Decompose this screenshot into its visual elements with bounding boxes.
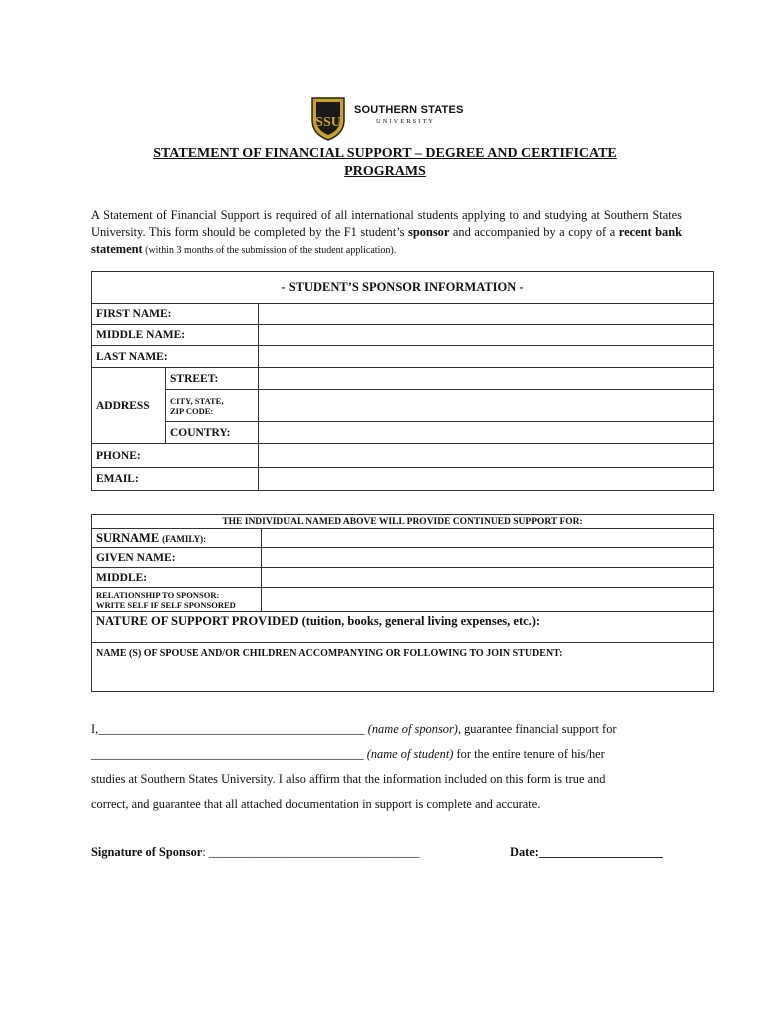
support-table-header: THE INDIVIDUAL NAMED ABOVE WILL PROVIDE CONTINUED SUPPORT FOR: bbox=[92, 515, 714, 529]
title-line-2: PROGRAMS bbox=[344, 164, 426, 179]
middle-field[interactable] bbox=[262, 568, 714, 588]
nature-of-support-field[interactable]: NATURE OF SUPPORT PROVIDED (tuition, books, general living expenses, etc.): bbox=[92, 612, 714, 643]
page-title bbox=[90, 145, 680, 181]
email-field[interactable] bbox=[259, 468, 714, 491]
zip-code-label: ZIP CODE: bbox=[170, 405, 214, 416]
street-field[interactable] bbox=[259, 368, 714, 390]
city-state-zip-label bbox=[166, 390, 259, 422]
middle-name-field[interactable] bbox=[259, 325, 714, 346]
intro-part-2: and accompanied by a copy of a bbox=[449, 225, 619, 239]
spouse-children-field[interactable]: NAME (S) OF SPOUSE AND/OR CHILDREN ACCOMPANYING OR FOLLOWING TO JOIN STUDENT: bbox=[92, 643, 714, 692]
guarantee-line-2-end: for the entire tenure of his/her bbox=[453, 747, 605, 761]
surname-field[interactable] bbox=[262, 529, 714, 548]
name-of-sponsor-hint: (name of sponsor) bbox=[367, 722, 458, 736]
city-state-label: CITY, STATE, bbox=[170, 395, 224, 406]
middle-name-label: MIDDLE NAME: bbox=[92, 325, 259, 346]
signature-line[interactable]: : __________________________________ bbox=[202, 845, 420, 859]
guarantee-line-1-start: I,___________________________________________ bbox=[91, 722, 365, 736]
sponsor-table-header: - STUDENT’S SPONSOR INFORMATION - bbox=[92, 272, 714, 304]
relationship-field[interactable] bbox=[262, 588, 714, 612]
date-line[interactable]: ____________________ bbox=[538, 845, 663, 859]
logo-name: SOUTHERN STATES bbox=[354, 104, 464, 116]
guarantee-line-4: correct, and guarantee that all attached documentation in support is complete and accurate. bbox=[91, 797, 541, 811]
guarantee-line-2 bbox=[91, 747, 681, 762]
street-label: STREET: bbox=[166, 368, 259, 390]
sponsor-info-table bbox=[91, 271, 714, 491]
surname-text: SURNAME bbox=[96, 530, 160, 545]
relationship-note: WRITE SELF IF SELF SPONSORED bbox=[96, 599, 236, 610]
intro-small: (within 3 months of the submission of the student application). bbox=[142, 245, 397, 256]
first-name-label: FIRST NAME: bbox=[92, 304, 259, 325]
given-name-field[interactable] bbox=[262, 548, 714, 568]
logo-monogram: SSU bbox=[315, 115, 341, 130]
surname-label bbox=[92, 529, 262, 548]
support-table bbox=[91, 514, 714, 692]
guarantee-line-1-end: , guarantee financial support for bbox=[457, 722, 617, 736]
first-name-field[interactable] bbox=[259, 304, 714, 325]
phone-field[interactable] bbox=[259, 444, 714, 468]
university-logo bbox=[306, 96, 466, 142]
date-label: Date: bbox=[510, 845, 539, 859]
guarantee-line-3: studies at Southern States University. I also affirm that the information included on this form is true and bbox=[91, 772, 606, 786]
country-label: COUNTRY: bbox=[166, 422, 259, 444]
given-name-label: GIVEN NAME: bbox=[92, 548, 262, 568]
intro-bank-bold: recent bank statement bbox=[91, 225, 683, 256]
title-line-1: STATEMENT OF FINANCIAL SUPPORT – DEGREE AND CERTIFICATE bbox=[153, 146, 617, 161]
relationship-label bbox=[92, 588, 262, 612]
last-name-label: LAST NAME: bbox=[92, 346, 259, 368]
city-state-zip-field[interactable] bbox=[259, 390, 714, 422]
signature-row bbox=[91, 845, 420, 860]
email-label: EMAIL: bbox=[92, 468, 259, 491]
intro-sponsor-bold: sponsor bbox=[408, 225, 450, 239]
logo-sub: UNIVERSITY bbox=[376, 118, 435, 125]
intro-part-1: A Statement of Financial Support is required of all international students applying to and studying at Southern States University. This form should be completed by the F1 student’s bbox=[91, 208, 682, 239]
country-field[interactable] bbox=[259, 422, 714, 444]
surname-family-text: (FAMILY): bbox=[162, 533, 207, 544]
name-of-student-hint: (name of student) bbox=[366, 747, 454, 761]
relationship-text: RELATIONSHIP TO SPONSOR: bbox=[96, 589, 220, 600]
intro-paragraph bbox=[91, 207, 682, 259]
date-row bbox=[510, 845, 663, 860]
shield-logo-icon bbox=[306, 96, 350, 142]
address-label: ADDRESS bbox=[92, 368, 166, 444]
phone-label: PHONE: bbox=[92, 444, 259, 468]
last-name-field[interactable] bbox=[259, 346, 714, 368]
signature-label: Signature of Sponsor bbox=[91, 845, 203, 859]
middle-label: MIDDLE: bbox=[92, 568, 262, 588]
guarantee-line-2-start: ____________________________________________ bbox=[91, 747, 364, 761]
guarantee-line-1 bbox=[91, 722, 681, 737]
